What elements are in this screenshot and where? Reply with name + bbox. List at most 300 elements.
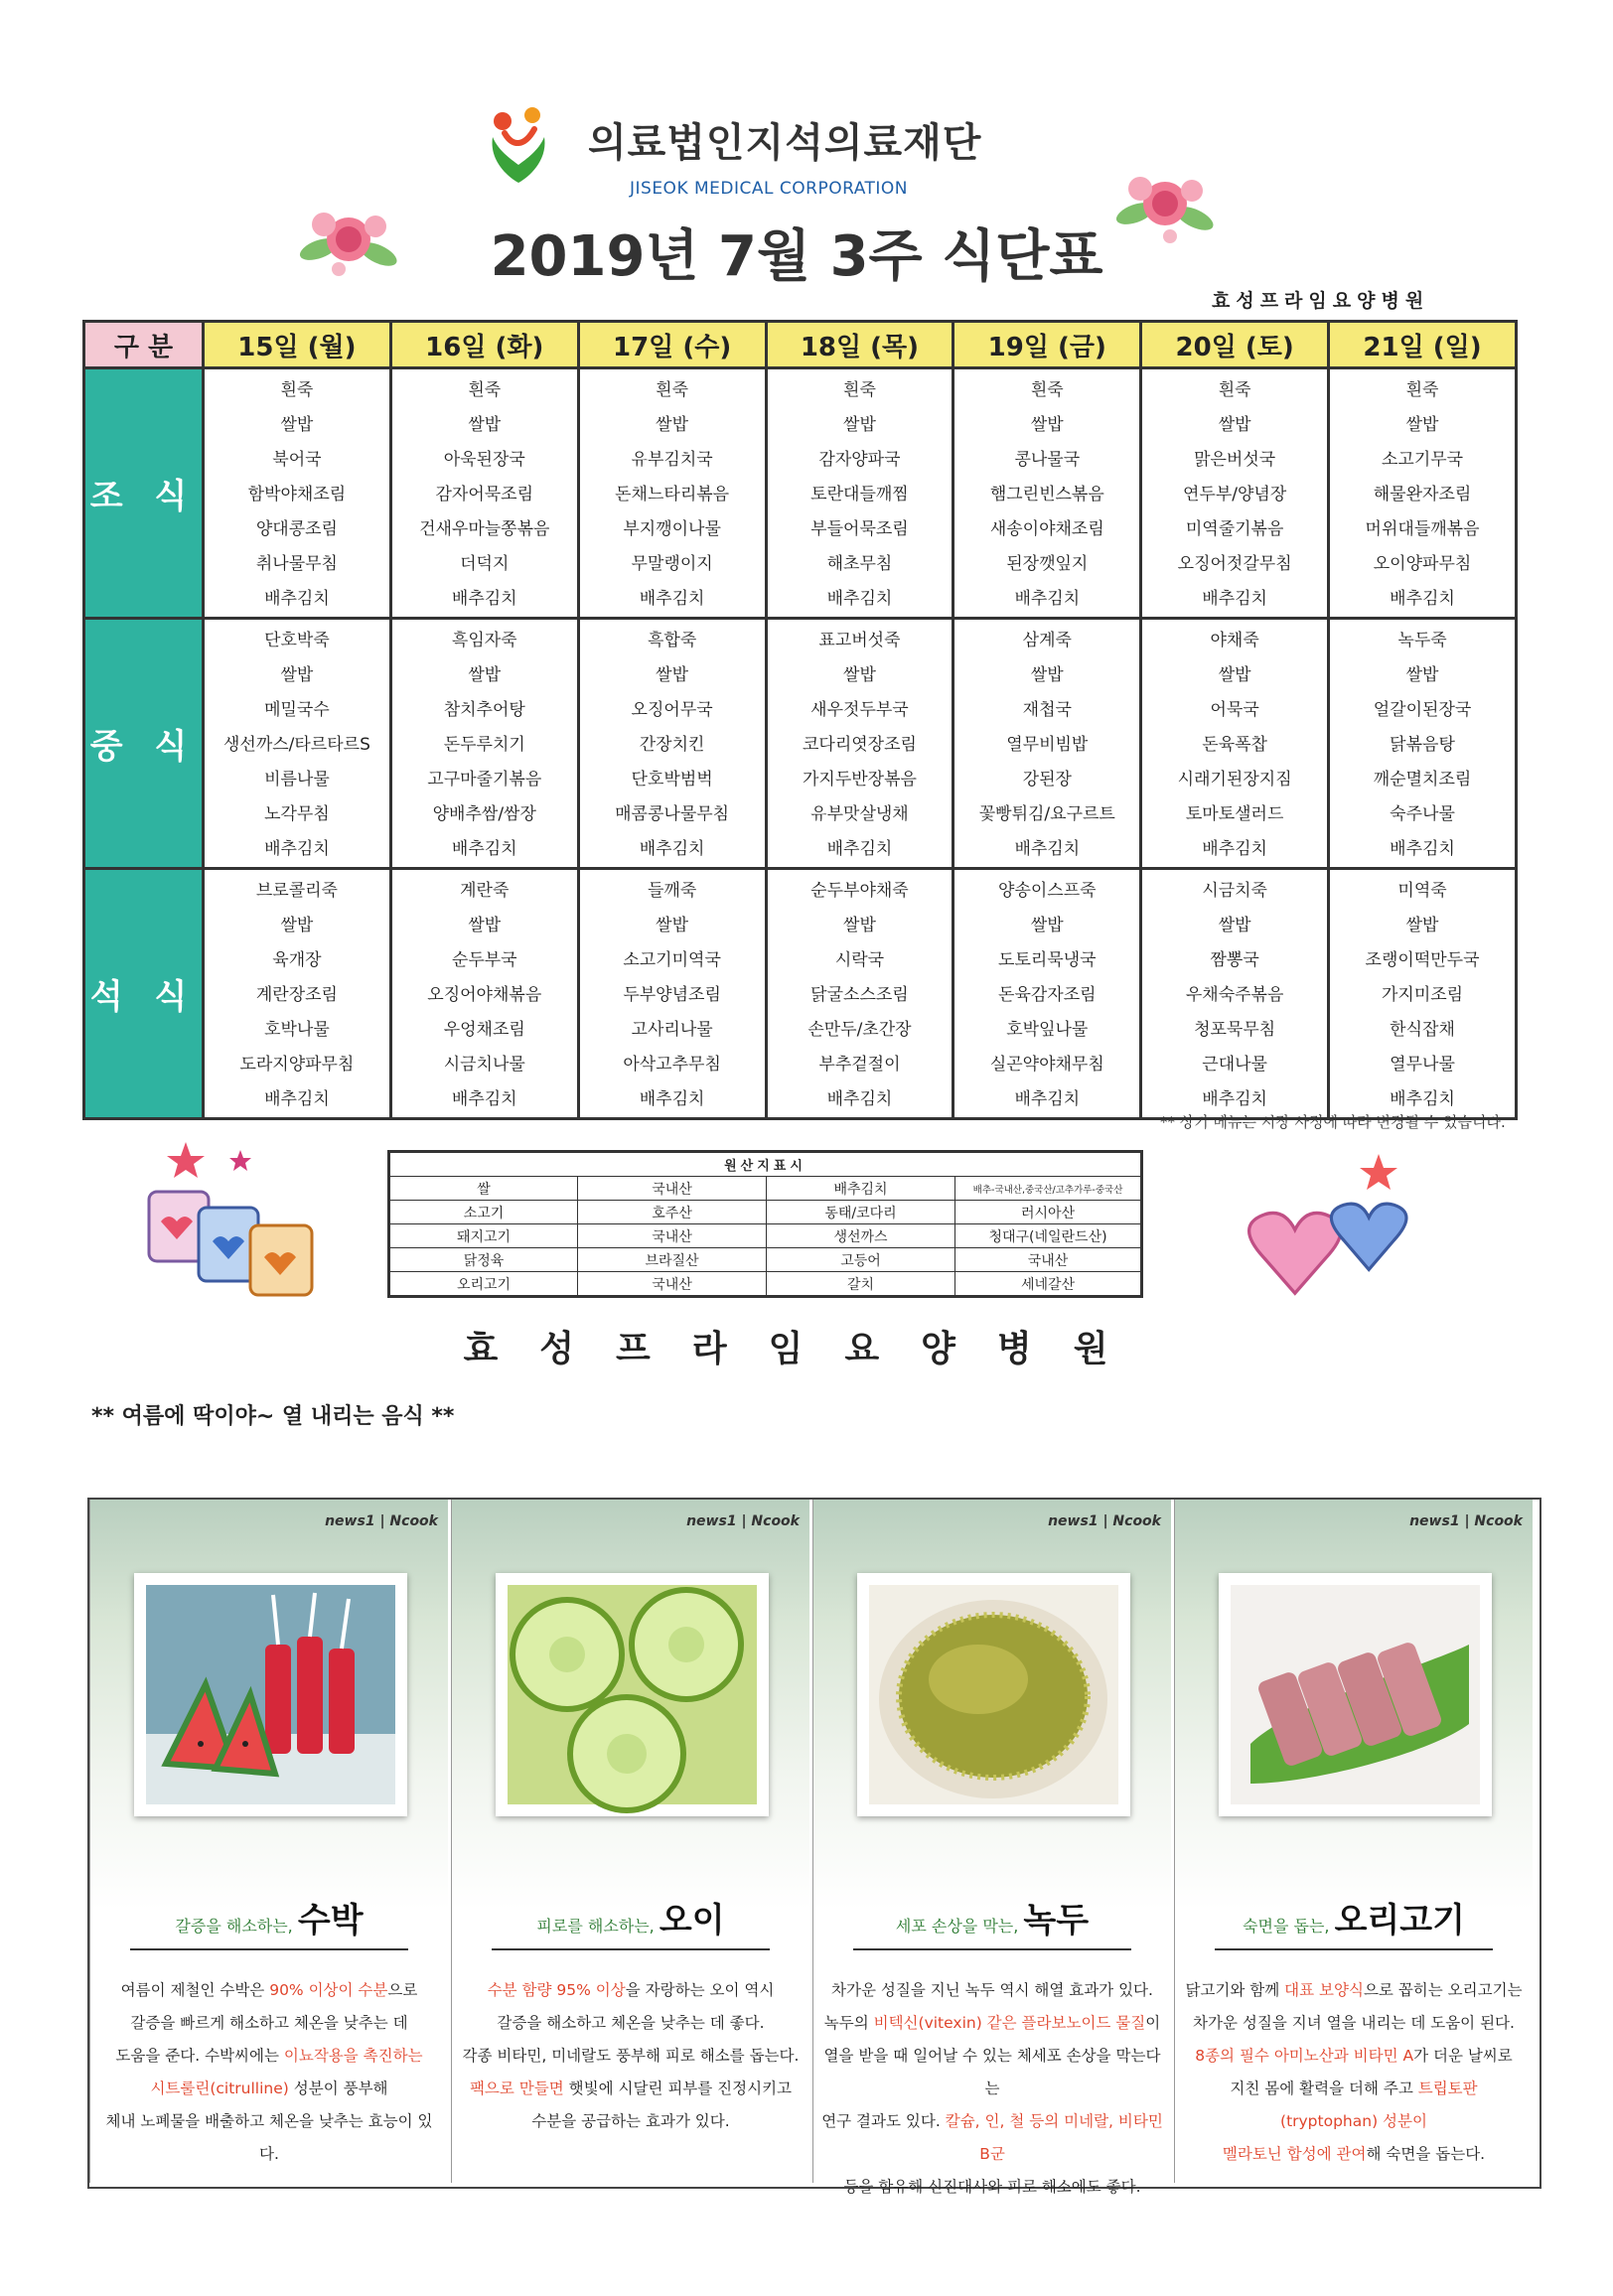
menu-item: 손만두/초간장 <box>807 1020 912 1040</box>
menu-item: 호박잎나물 <box>1006 1020 1089 1040</box>
origin-cell: 브라질산 <box>578 1248 767 1272</box>
title-divider <box>1215 1948 1493 1950</box>
origin-cell: 호주산 <box>578 1201 767 1224</box>
meal-row <box>84 619 1517 869</box>
food-photo <box>134 1573 407 1816</box>
origin-cell: 고등어 <box>767 1248 955 1272</box>
menu-item: 표고버섯죽 <box>818 631 901 650</box>
menu-item: 쌀밥 <box>656 916 689 935</box>
description-text: 으로 <box>387 1981 418 1999</box>
menu-item: 배추김치 <box>826 839 893 859</box>
menu-item: 부들어묵조림 <box>810 519 909 539</box>
food-name: 오이 <box>659 1901 725 1940</box>
menu-item: 연두부/양념장 <box>1183 485 1287 504</box>
title-divider <box>853 1948 1131 1950</box>
menu-item: 돈육폭찹 <box>1202 735 1267 755</box>
menu-item: 얼갈이된장국 <box>1373 700 1472 720</box>
menu-item: 참치추어탕 <box>443 700 525 720</box>
menu-item: 쌀밥 <box>843 415 876 435</box>
menu-item: 배추김치 <box>826 1089 893 1109</box>
description-text: 이 <box>1145 2014 1161 2032</box>
menu-item: 매콤콩나물무침 <box>615 804 730 824</box>
organization-english-name: JISEOK MEDICAL CORPORATION <box>630 179 909 199</box>
description-text: 으로 꼽히는 오리고기는 <box>1363 1981 1523 1999</box>
hearts-decoration <box>1240 1152 1428 1311</box>
meal-row <box>84 869 1517 1119</box>
menu-item: 어묵국 <box>1210 700 1259 720</box>
origin-row <box>389 1248 1142 1272</box>
menu-item: 햄그린빈스볶음 <box>989 485 1104 504</box>
highlight-text: 이뇨작용을 촉진하는 <box>283 2047 423 2065</box>
menu-item: 계란죽 <box>460 881 510 901</box>
description-line <box>98 2040 440 2073</box>
menu-item: 비름나물 <box>264 770 330 789</box>
food-name: 녹두 <box>1023 1901 1090 1940</box>
menu-item: 흰죽 <box>1405 380 1439 400</box>
menu-item: 쌀밥 <box>1030 415 1064 435</box>
meal-row <box>84 368 1517 619</box>
watermelon-card <box>89 1500 448 2183</box>
origin-row <box>389 1201 1142 1224</box>
menu-item: 새송이야채조림 <box>989 519 1104 539</box>
menu-item: 배추김치 <box>639 839 705 859</box>
menu-item: 쌀밥 <box>468 415 502 435</box>
origin-cell: 국내산 <box>578 1177 767 1201</box>
food-tagline: 갈증을 해소하는, <box>175 1917 293 1936</box>
food-tagline: 숙면을 돕는, <box>1243 1917 1330 1936</box>
description-line <box>98 1974 440 2007</box>
title-divider <box>130 1948 408 1950</box>
origin-cell: 닭정육 <box>389 1248 578 1272</box>
menu-item: 쌀밥 <box>1405 916 1439 935</box>
menu-item: 쌀밥 <box>1218 665 1251 685</box>
origin-cell: 갈치 <box>767 1272 955 1297</box>
description-text: 여름이 제철인 수박은 <box>120 1981 270 1999</box>
description-text: 닭고기와 함께 <box>1185 1981 1285 1999</box>
menu-item: 고구마줄기볶음 <box>427 770 542 789</box>
menu-item: 배추김치 <box>1390 1089 1455 1109</box>
menu-cell <box>953 869 1141 1119</box>
origin-cell: 쌀 <box>389 1177 578 1201</box>
menu-item: 열무비빔밥 <box>1006 735 1089 755</box>
food-title <box>452 1893 809 1941</box>
menu-item: 흰죽 <box>468 380 502 400</box>
highlight-text: 대표 보양식 <box>1284 1981 1364 1999</box>
menu-item: 강된장 <box>1022 770 1072 789</box>
menu-item: 조랭이떡만두국 <box>1365 950 1480 970</box>
menu-item: 메밀국수 <box>264 700 330 720</box>
food-tagline: 피로를 해소하는, <box>536 1917 655 1936</box>
menu-item: 배추김치 <box>1390 589 1455 609</box>
menu-item: 도토리묵냉국 <box>998 950 1097 970</box>
description-text: 수분을 공급하는 효과가 있다. <box>531 2112 730 2130</box>
description-text: 가 더운 날씨로 <box>1413 2047 1513 2065</box>
menu-cell <box>578 869 766 1119</box>
day-header: 20일 (토) <box>1141 322 1329 368</box>
highlight-text: 비텍신(vitexin) 같은 플라보노이드 물질 <box>873 2014 1146 2032</box>
menu-item: 우엉채조림 <box>443 1020 525 1040</box>
menu-item: 배추김치 <box>1014 1089 1081 1109</box>
menu-item: 육개장 <box>272 950 322 970</box>
menu-item: 배추김치 <box>1202 839 1267 859</box>
description-line <box>98 2073 440 2105</box>
meal-label: 중 식 <box>84 619 204 869</box>
menu-cell <box>390 368 578 619</box>
origin-cell: 세네갈산 <box>955 1272 1142 1297</box>
menu-item: 쌀밥 <box>468 916 502 935</box>
hospital-name-small: 효성프라임요양병원 <box>1212 290 1430 312</box>
description-text: 성분이 풍부해 <box>288 2080 388 2097</box>
organization-name: 의료법인지석의료재단 <box>588 120 982 166</box>
food-description <box>98 1974 440 2171</box>
origin-title: 원산지표시 <box>389 1152 1142 1177</box>
menu-item: 함박야채조림 <box>247 485 347 504</box>
gift-jars-decoration <box>141 1142 330 1301</box>
menu-item: 짬뽕국 <box>1210 950 1259 970</box>
highlight-text: 시트룰린(citrulline) <box>150 2080 289 2097</box>
menu-item: 재첩국 <box>1022 700 1072 720</box>
description-line <box>1183 2073 1525 2138</box>
menu-item: 흰죽 <box>280 380 314 400</box>
meal-label: 조 식 <box>84 368 204 619</box>
description-line <box>821 2171 1163 2204</box>
menu-item: 감자양파국 <box>818 450 901 470</box>
menu-item: 계란장조림 <box>255 985 338 1005</box>
menu-item: 고사리나물 <box>631 1020 713 1040</box>
description-line <box>98 2105 440 2171</box>
menu-item: 깨순멸치조림 <box>1373 770 1472 789</box>
menu-item: 유부김치국 <box>631 450 713 470</box>
food-photo <box>857 1573 1130 1816</box>
menu-item: 더덕지 <box>460 554 510 574</box>
menu-item: 토마토샐러드 <box>1185 804 1284 824</box>
menu-item: 단호박범벅 <box>631 770 713 789</box>
origin-row <box>389 1272 1142 1297</box>
duck-meat-card <box>1174 1500 1533 2183</box>
menu-cell <box>204 368 391 619</box>
food-name: 오리고기 <box>1334 1901 1465 1940</box>
origin-cell: 국내산 <box>578 1224 767 1248</box>
menu-item: 돈육감자조림 <box>998 985 1097 1005</box>
hospital-name-large: 효성프라임요양병원 <box>463 1329 1150 1369</box>
description-text: 연구 결과도 있다. <box>821 2112 946 2130</box>
menu-item: 실곤약야채무침 <box>989 1055 1104 1075</box>
menu-item: 꽃빵튀김/요구르트 <box>978 804 1115 824</box>
menu-item: 흑합죽 <box>647 631 697 650</box>
description-text: 지친 몸에 활력을 더해 주고 <box>1230 2080 1418 2097</box>
food-photo <box>496 1573 769 1816</box>
menu-item: 흑임자죽 <box>451 631 517 650</box>
menu-item: 오징어야채볶음 <box>427 985 542 1005</box>
menu-item: 해물완자조림 <box>1373 485 1472 504</box>
menu-cell <box>1329 368 1517 619</box>
cucumber-card <box>451 1500 809 2183</box>
menu-item: 흰죽 <box>843 380 876 400</box>
menu-item: 한식잡채 <box>1390 1020 1455 1040</box>
description-text: 햇빛에 시달린 피부를 진정시키고 <box>563 2080 793 2097</box>
description-line <box>460 2073 802 2105</box>
menu-item: 아욱된장국 <box>443 450 525 470</box>
menu-item: 쌀밥 <box>1218 916 1251 935</box>
menu-item: 흰죽 <box>1030 380 1064 400</box>
menu-item: 양배추쌈/쌈장 <box>432 804 536 824</box>
menu-item: 순두부야채죽 <box>810 881 909 901</box>
origin-cell: 돼지고기 <box>389 1224 578 1248</box>
description-line <box>1183 1974 1525 2007</box>
origin-row <box>389 1224 1142 1248</box>
menu-cell <box>204 619 391 869</box>
highlight-text: 칼슘, 인, 철 등의 미네랄, 비타민 B군 <box>945 2112 1163 2163</box>
description-line <box>821 2007 1163 2040</box>
menu-item: 노각무침 <box>264 804 330 824</box>
menu-item: 오징어무국 <box>631 700 713 720</box>
menu-item: 도라지양파무침 <box>239 1055 355 1075</box>
menu-item: 양송이스프죽 <box>998 881 1097 901</box>
food-photo <box>1219 1573 1492 1816</box>
mung-bean-card <box>812 1500 1171 2196</box>
menu-item: 흰죽 <box>656 380 689 400</box>
menu-item: 콩나물국 <box>1014 450 1081 470</box>
menu-item: 미역줄기볶음 <box>1185 519 1284 539</box>
news-brand-logo: news1 | Ncook <box>686 1513 800 1529</box>
description-line <box>460 2007 802 2040</box>
description-line <box>1183 2040 1525 2073</box>
description-text: 을 자랑하는 오이 역시 <box>625 1981 775 1999</box>
menu-item: 오이양파무침 <box>1373 554 1472 574</box>
page-title: 2019년 7월 3주 식단표 <box>490 224 1103 289</box>
news-brand-logo: news1 | Ncook <box>325 1513 438 1529</box>
menu-item: 머위대들깨볶음 <box>1365 519 1480 539</box>
menu-cell <box>390 619 578 869</box>
description-line <box>1183 2007 1525 2040</box>
origin-cell: 소고기 <box>389 1201 578 1224</box>
menu-item: 북어국 <box>272 450 322 470</box>
menu-cell <box>204 869 391 1119</box>
menu-item: 시금치나물 <box>443 1055 525 1075</box>
menu-item: 해초무침 <box>826 554 893 574</box>
description-text: 갈증을 빠르게 해소하고 체온을 낮추는 데 <box>130 2014 408 2032</box>
title-divider <box>492 1948 770 1950</box>
description-line <box>821 1974 1163 2007</box>
highlight-text: 90% 이상이 수분 <box>269 1981 388 1999</box>
origin-cell: 오리고기 <box>389 1272 578 1297</box>
menu-item: 쌀밥 <box>280 916 314 935</box>
menu-cell <box>1141 368 1329 619</box>
menu-item: 생선까스/타르타르S <box>222 735 370 755</box>
description-text: 각종 비타민, 미네랄도 풍부해 피로 해소를 돕는다. <box>462 2047 800 2065</box>
menu-item: 쌀밥 <box>656 415 689 435</box>
menu-cell <box>766 869 953 1119</box>
menu-item: 호박나물 <box>264 1020 330 1040</box>
menu-item: 돈채느타리볶음 <box>615 485 730 504</box>
menu-item: 취나물무침 <box>255 554 338 574</box>
menu-item: 근대나물 <box>1202 1055 1267 1075</box>
menu-item: 쌀밥 <box>280 415 314 435</box>
food-title <box>90 1893 448 1941</box>
description-text: 해 숙면을 돕는다. <box>1366 2145 1486 2163</box>
menu-item: 삼계죽 <box>1022 631 1072 650</box>
origin-cell: 배추김치 <box>767 1177 955 1201</box>
day-header: 17일 (수) <box>578 322 766 368</box>
menu-item: 배추김치 <box>639 1089 705 1109</box>
summer-food-title: ** 여름에 딱이야~ 열 내리는 음식 ** <box>91 1404 455 1429</box>
origin-row <box>389 1177 1142 1201</box>
menu-cell <box>1329 869 1517 1119</box>
menu-item: 야채죽 <box>1210 631 1259 650</box>
menu-item: 쌀밥 <box>1030 916 1064 935</box>
menu-item: 유부맛살냉채 <box>810 804 909 824</box>
menu-cell <box>1141 619 1329 869</box>
menu-item: 쌀밥 <box>843 665 876 685</box>
description-text: 열을 받을 때 일어날 수 있는 체세포 손상을 막는다는 <box>823 2047 1161 2097</box>
menu-item: 돈두루치기 <box>443 735 525 755</box>
menu-item: 배추김치 <box>1202 589 1267 609</box>
description-text: 차가운 성질을 지녀 열을 내리는 데 도움이 된다. <box>1193 2014 1515 2032</box>
menu-item: 가지두반장볶음 <box>802 770 917 789</box>
meal-label: 석 식 <box>84 869 204 1119</box>
menu-item: 건새우마늘쫑볶음 <box>419 519 550 539</box>
menu-cell <box>390 869 578 1119</box>
menu-item: 우채숙주볶음 <box>1185 985 1284 1005</box>
menu-item: 배추김치 <box>826 589 893 609</box>
menu-cell <box>578 619 766 869</box>
menu-cell <box>766 619 953 869</box>
description-text: 차가운 성질을 지닌 녹두 역시 해열 효과가 있다. <box>831 1981 1153 1999</box>
news-brand-logo: news1 | Ncook <box>1048 1513 1161 1529</box>
menu-change-note: ** 상기 메뉴는 시장 사정에 따라 변경될 수 있습니다. <box>1160 1113 1506 1131</box>
highlight-text: 수분 함량 95% 이상 <box>487 1981 626 1999</box>
foundation-logo <box>483 107 554 187</box>
menu-item: 녹두죽 <box>1397 631 1447 650</box>
description-line <box>821 2040 1163 2105</box>
food-title <box>813 1893 1171 1941</box>
weekly-menu-table <box>82 320 1518 1120</box>
menu-item: 배추김치 <box>1014 839 1081 859</box>
day-header: 16일 (화) <box>390 322 578 368</box>
origin-cell: 러시아산 <box>955 1201 1142 1224</box>
menu-item: 소고기무국 <box>1381 450 1464 470</box>
menu-item: 양대콩조림 <box>255 519 338 539</box>
menu-item: 배추김치 <box>451 839 517 859</box>
menu-cell <box>766 368 953 619</box>
news-brand-logo: news1 | Ncook <box>1409 1513 1523 1529</box>
menu-item: 시금치죽 <box>1202 881 1267 901</box>
highlight-text: 8종의 필수 아미노산과 비타민 A <box>1195 2047 1414 2065</box>
menu-item: 배추김치 <box>264 1089 330 1109</box>
highlight-text: 팩으로 만들면 <box>469 2080 564 2097</box>
menu-item: 무말랭이지 <box>631 554 713 574</box>
menu-item: 쌀밥 <box>468 665 502 685</box>
menu-item: 감자어묵조림 <box>435 485 534 504</box>
menu-item: 쌀밥 <box>1405 415 1439 435</box>
menu-item: 된장깻잎지 <box>1006 554 1089 574</box>
description-text: 녹두의 <box>823 2014 874 2032</box>
description-line <box>1183 2138 1525 2171</box>
food-title <box>1175 1893 1533 1941</box>
menu-item: 닭볶음탕 <box>1390 735 1455 755</box>
day-header: 19일 (금) <box>953 322 1141 368</box>
origin-cell: 생선까스 <box>767 1224 955 1248</box>
origin-cell: 국내산 <box>955 1248 1142 1272</box>
day-header: 18일 (목) <box>766 322 953 368</box>
rose-decoration-left <box>294 195 403 284</box>
description-line <box>460 1974 802 2007</box>
menu-item: 들깨죽 <box>647 881 697 901</box>
origin-table <box>387 1150 1143 1298</box>
menu-header-row <box>84 322 1517 368</box>
description-text: 체내 노폐물을 배출하고 체온을 낮추는 효능이 있다. <box>105 2112 433 2163</box>
highlight-text: 트립토판(tryptophan) 성분이 <box>1280 2080 1478 2130</box>
menu-cell <box>953 368 1141 619</box>
menu-item: 미역죽 <box>1397 881 1447 901</box>
food-description <box>460 1974 802 2138</box>
description-line <box>821 2105 1163 2171</box>
menu-item: 맑은버섯국 <box>1194 450 1276 470</box>
menu-item: 숙주나물 <box>1390 804 1455 824</box>
menu-item: 새우젓두부국 <box>810 700 909 720</box>
menu-item: 배추김치 <box>264 589 330 609</box>
menu-item: 열무나물 <box>1390 1055 1455 1075</box>
day-header: 15일 (월) <box>204 322 391 368</box>
category-header: 구 분 <box>84 322 204 368</box>
menu-item: 쌀밥 <box>1030 665 1064 685</box>
food-tagline: 세포 손상을 막는, <box>895 1917 1019 1936</box>
menu-item: 배추김치 <box>451 589 517 609</box>
menu-item: 배추김치 <box>1014 589 1081 609</box>
food-description <box>1183 1974 1525 2171</box>
menu-item: 쌀밥 <box>1218 415 1251 435</box>
menu-item: 배추김치 <box>1390 839 1455 859</box>
food-description <box>821 1974 1163 2204</box>
menu-item: 배추김치 <box>639 589 705 609</box>
rose-decoration-right <box>1110 159 1220 248</box>
day-header: 21일 (일) <box>1329 322 1517 368</box>
menu-cell <box>953 619 1141 869</box>
menu-item: 단호박죽 <box>264 631 330 650</box>
description-text: 등을 함유해 신진대사와 피로 해소에도 좋다. <box>843 2178 1141 2196</box>
menu-item: 토란대들깨찜 <box>810 485 909 504</box>
menu-item: 닭굴소스조림 <box>810 985 909 1005</box>
menu-item: 쌀밥 <box>656 665 689 685</box>
menu-item: 흰죽 <box>1218 380 1251 400</box>
origin-cell: 배추-국내산,중국산/고추가루-중국산 <box>955 1177 1142 1201</box>
origin-cell: 동태/코다리 <box>767 1201 955 1224</box>
description-line <box>460 2040 802 2073</box>
menu-item: 배추김치 <box>1202 1089 1267 1109</box>
menu-item: 순두부국 <box>451 950 517 970</box>
highlight-text: 멜라토닌 합성에 관여 <box>1222 2145 1367 2163</box>
menu-item: 브로콜리죽 <box>255 881 338 901</box>
menu-cell <box>1329 619 1517 869</box>
menu-item: 시래기된장지짐 <box>1177 770 1292 789</box>
menu-item: 코다리엿장조림 <box>802 735 917 755</box>
menu-item: 배추김치 <box>264 839 330 859</box>
menu-item: 쌀밥 <box>843 916 876 935</box>
menu-item: 소고기미역국 <box>623 950 721 970</box>
menu-cell <box>578 368 766 619</box>
description-line <box>460 2105 802 2138</box>
menu-item: 쌀밥 <box>1405 665 1439 685</box>
menu-item: 쌀밥 <box>280 665 314 685</box>
menu-cell <box>1141 869 1329 1119</box>
menu-item: 가지미조림 <box>1381 985 1464 1005</box>
menu-item: 오징어젓갈무침 <box>1177 554 1292 574</box>
description-text: 갈증을 해소하고 체온을 낮추는 데 좋다. <box>497 2014 765 2032</box>
menu-item: 부지깽이나물 <box>623 519 721 539</box>
food-name: 수박 <box>297 1901 364 1940</box>
menu-item: 청포묵무침 <box>1194 1020 1276 1040</box>
origin-cell: 청대구(네일란드산) <box>955 1224 1142 1248</box>
